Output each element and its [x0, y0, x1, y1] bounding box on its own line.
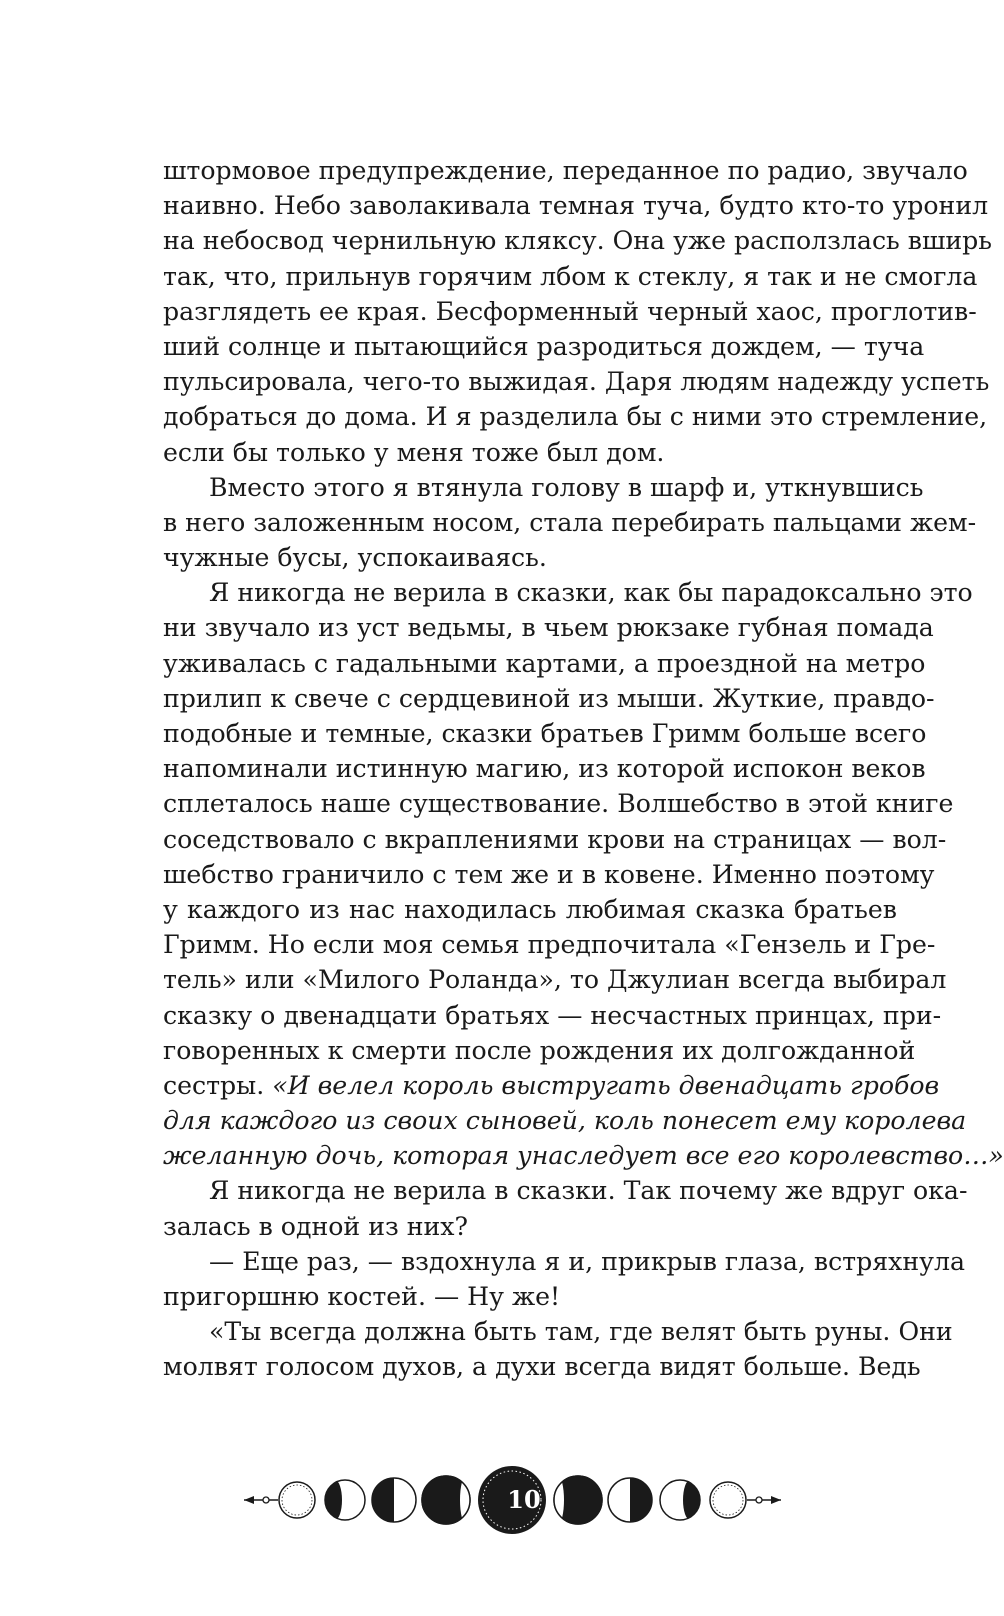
text-line: если бы только у меня тоже был дом. [163, 437, 665, 467]
text-line: Я никогда не верила в сказки. Так почему же вдруг ока- [209, 1176, 968, 1206]
moon-full-left-icon [279, 1482, 315, 1518]
text-line: молвят голосом духов, а духи всегда видят больше. Ведь [163, 1352, 921, 1382]
moon-half-left-icon [372, 1478, 416, 1522]
text-line: разглядеть ее края. Бесформенный черный хаос, проглотив- [163, 296, 977, 326]
text-line: Вместо этого я втянула голову в шарф и, уткнувшись [209, 472, 924, 502]
text-line: добраться до дома. И я разделила бы с ними это стремление, [163, 402, 988, 432]
moon-gibbous-right-icon [660, 1480, 700, 1520]
quote-line: для каждого из своих сыновей, коль понесет ему королева [163, 1106, 967, 1136]
moon-gibbous-left-icon [325, 1480, 365, 1520]
text-line: залась в одной из них? [163, 1211, 469, 1241]
text-line: напоминали истинную магию, из которой испокон веков [163, 754, 926, 784]
text-segment: сестры. [163, 1070, 273, 1100]
text-line: говоренных к смерти после рождения их долгожданной [163, 1035, 916, 1065]
moon-crescent-left-icon [422, 1476, 472, 1524]
text-line: тель» или «Милого Роланда», то Джулиан всегда выбирал [163, 965, 947, 995]
text-line: пульсировала, чего-то выжидая. Даря людям надежду успеть [163, 367, 990, 397]
text-line: шебство граничило с тем же и в ковене. Именно поэтому [163, 859, 935, 889]
moon-crescent-right-icon [552, 1476, 602, 1524]
text-line: сказку о двенадцати братьях — несчастных принцах, при- [163, 1000, 942, 1030]
right-arrow-ornament [747, 1496, 781, 1504]
left-arrow-ornament [244, 1496, 278, 1504]
text-line: штормовое предупреждение, переданное по радио, звучало [163, 156, 968, 185]
text-line: ший солнце и пытающийся разродиться дождем, — туча [163, 331, 925, 361]
text-line: сплеталось наше существование. Волшебство в этой книге [163, 789, 954, 819]
page-number: 10 [507, 1485, 541, 1514]
text-line: Я никогда не верила в сказки, как бы парадоксально это [209, 578, 973, 608]
text-line: на небосвод чернильную кляксу. Она уже расползлась вширь [163, 226, 992, 256]
text-line: прилип к свече с сердцевиной из мыши. Жуткие, правдо- [163, 683, 935, 713]
quote-segment: «И велел король выстругать двенадцать гробов [272, 1070, 940, 1100]
text-line: у каждого из нас находилась любимая сказка братьев [163, 894, 897, 924]
moon-full-right-icon [710, 1482, 746, 1518]
text-line: уживалась с гадальными картами, а проездной на метро [163, 648, 926, 678]
text-line: «Ты всегда должна быть там, где велят быть руны. Они [209, 1317, 953, 1347]
text-line: подобные и темные, сказки братьев Гримм больше всего [163, 719, 927, 748]
text-line: ни звучало из уст ведьмы, в чьем рюкзаке губная помада [163, 613, 934, 643]
text-line: в него заложенным носом, стала перебирать пальцами жем- [163, 507, 977, 537]
body-text [163, 153, 1004, 1385]
text-line: так, что, прильнув горячим лбом к стеклу, я так и не смогла [163, 261, 978, 291]
text-line: наивно. Небо заволакивала темная туча, будто кто-то уронил [163, 191, 989, 221]
text-line: Гримм. Но если моя семья предпочитала «Гензель и Гре- [163, 930, 936, 960]
text-line-mixed [163, 1068, 940, 1103]
text-line: чужные бусы, успокаиваясь. [163, 543, 547, 573]
text-line: соседствовало с вкраплениями крови на страницах — вол- [163, 824, 947, 854]
dialogue-line: — Еще раз, — вздохнула я и, прикрыв глаза, встряхнула [209, 1246, 965, 1276]
dialogue-line: пригоршню костей. — Ну же! [163, 1282, 561, 1311]
quote-line: желанную дочь, которая унаследует все его королевство…» [163, 1141, 1004, 1171]
moon-half-right-icon [608, 1478, 652, 1522]
